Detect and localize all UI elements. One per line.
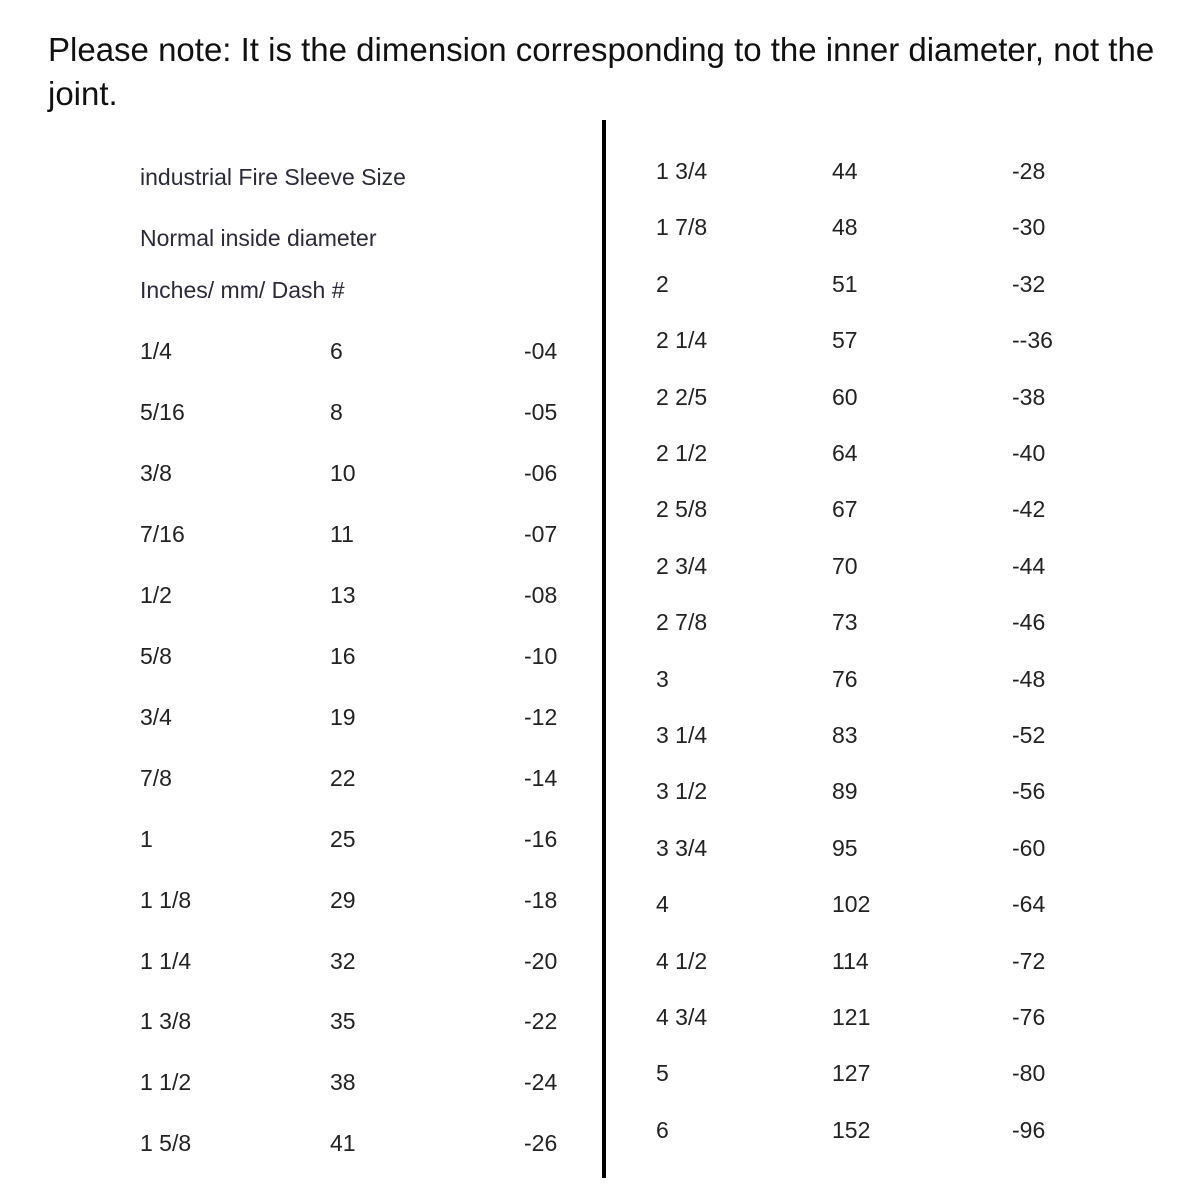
size-cell-dash: -60 [1012, 834, 1046, 861]
size-cell-inch: 3/4 [140, 703, 172, 730]
size-cell-inch: 1 1/4 [140, 947, 192, 974]
size-cell-dash: -10 [524, 642, 558, 669]
size-cell-dash: -18 [524, 886, 558, 913]
size-cell-dash: -05 [524, 398, 558, 425]
size-cell-dash: -32 [1012, 270, 1046, 297]
size-cell-mm: 6 [330, 338, 343, 364]
size-cell-inch: 3/8 [140, 459, 172, 486]
size-cell-dash: -14 [524, 764, 558, 791]
size-cell-mm: 32 [330, 947, 356, 974]
size-cell-inch: 4 3/4 [656, 1004, 708, 1030]
size-cell-inch: 1 1/2 [140, 1069, 192, 1096]
size-cell-inch: 2 [656, 270, 669, 297]
size-cell-mm: 70 [832, 552, 858, 579]
size-cell-dash: -07 [524, 520, 558, 547]
size-cell-mm: 83 [832, 722, 858, 748]
size-cell-mm: 60 [832, 383, 858, 410]
size-cell-mm: 114 [832, 947, 869, 974]
size-cell-inch: 2 2/5 [656, 383, 708, 410]
size-cell-inch: 5/8 [140, 642, 172, 669]
size-cell-dash: -30 [1012, 214, 1046, 241]
size-cell-mm: 19 [330, 703, 356, 730]
size-cell-mm: 64 [832, 440, 858, 466]
size-cell-dash: -08 [524, 581, 558, 608]
size-cell-dash: -38 [1012, 383, 1046, 410]
size-cell-inch: 1 5/8 [140, 1130, 192, 1157]
size-cell-dash: -20 [524, 947, 558, 974]
size-cell-dash: -16 [524, 825, 558, 852]
size-cell-inch: 2 1/4 [656, 327, 708, 354]
size-note: Please note: It is the dimension corresponding to the inner diameter, not the joint. [48, 31, 1155, 112]
size-cell-dash: -26 [524, 1130, 558, 1157]
size-cell-dash: -42 [1012, 496, 1046, 523]
size-cell-inch: 3 1/2 [656, 778, 708, 805]
size-cell-mm: 8 [330, 398, 343, 425]
size-cell-mm: 41 [330, 1130, 356, 1157]
size-cell-inch: 7/8 [140, 764, 172, 791]
size-cell-inch: 3 1/4 [656, 722, 708, 748]
size-cell-mm: 10 [330, 459, 356, 486]
size-cell-dash: --36 [1012, 327, 1053, 354]
size-cell-dash: -06 [524, 459, 558, 486]
size-cell-inch: 1 1/8 [140, 886, 192, 913]
size-cell-inch: 4 [656, 891, 669, 918]
size-cell-mm: 102 [832, 891, 871, 918]
size-cell-dash: -04 [524, 338, 558, 364]
size-cell-mm: 16 [330, 642, 356, 669]
size-cell-mm: 51 [832, 270, 858, 297]
size-cell-dash: -56 [1012, 778, 1046, 805]
size-cell-dash: -52 [1012, 722, 1046, 748]
size-cell-dash: -24 [524, 1069, 558, 1096]
size-cell-mm: 95 [832, 834, 858, 861]
size-cell-inch: 5 [656, 1060, 669, 1087]
size-cell-mm: 127 [832, 1060, 871, 1087]
size-cell-mm: 13 [330, 581, 356, 608]
size-cell-dash: -72 [1012, 947, 1046, 974]
size-cell-inch: 2 3/4 [656, 552, 708, 579]
size-cell-mm: 73 [832, 609, 858, 636]
size-cell-inch: 2 7/8 [656, 609, 708, 636]
size-cell-inch: 2 1/2 [656, 440, 708, 466]
size-cell-inch: 5/16 [140, 398, 185, 425]
size-cell-inch: 3 3/4 [656, 834, 708, 861]
size-cell-mm: 35 [330, 1008, 356, 1035]
size-cell-inch: 1 3/4 [656, 158, 708, 184]
size-cell-dash: -40 [1012, 440, 1046, 466]
size-cell-mm: 89 [832, 778, 858, 805]
size-cell-inch: 4 1/2 [656, 947, 708, 974]
size-cell-dash: -44 [1012, 552, 1046, 579]
size-cell-mm: 57 [832, 327, 858, 354]
size-cell-inch: 1 [140, 825, 153, 852]
size-cell-mm: 48 [832, 214, 858, 241]
size-cell-inch: 1/4 [140, 338, 172, 364]
size-cell-dash: -64 [1012, 891, 1046, 918]
size-cell-inch: 1/2 [140, 581, 172, 608]
size-cell-dash: -46 [1012, 609, 1046, 636]
size-cell-mm: 22 [330, 764, 356, 791]
size-cell-dash: -12 [524, 703, 558, 730]
size-cell-inch: 1 7/8 [656, 214, 708, 241]
size-cell-mm: 25 [330, 825, 356, 852]
size-cell-inch: 3 [656, 665, 669, 692]
size-cell-mm: 121 [832, 1004, 871, 1030]
size-cell-mm: 76 [832, 665, 858, 692]
size-cell-mm: 152 [832, 1116, 871, 1143]
size-cell-dash: -48 [1012, 665, 1046, 692]
size-cell-dash: -96 [1012, 1116, 1046, 1143]
size-cell-inch: 6 [656, 1116, 669, 1143]
size-cell-inch: 2 5/8 [656, 496, 708, 523]
column-units-label: Inches/ mm/ Dash # [140, 277, 345, 303]
size-cell-dash: -80 [1012, 1060, 1046, 1087]
size-cell-inch: 7/16 [140, 520, 185, 547]
size-cell-dash: -22 [524, 1008, 558, 1035]
column-divider [602, 120, 606, 1178]
size-cell-dash: -28 [1012, 158, 1046, 184]
size-cell-dash: -76 [1012, 1004, 1046, 1030]
size-cell-mm: 44 [832, 158, 858, 184]
size-cell-mm: 29 [330, 886, 356, 913]
table-subtitle: Normal inside diameter [140, 225, 377, 251]
table-title: industrial Fire Sleeve Size [140, 164, 406, 190]
size-cell-mm: 67 [832, 496, 858, 523]
size-cell-mm: 38 [330, 1069, 356, 1096]
size-cell-mm: 11 [330, 520, 354, 547]
size-cell-inch: 1 3/8 [140, 1008, 192, 1035]
